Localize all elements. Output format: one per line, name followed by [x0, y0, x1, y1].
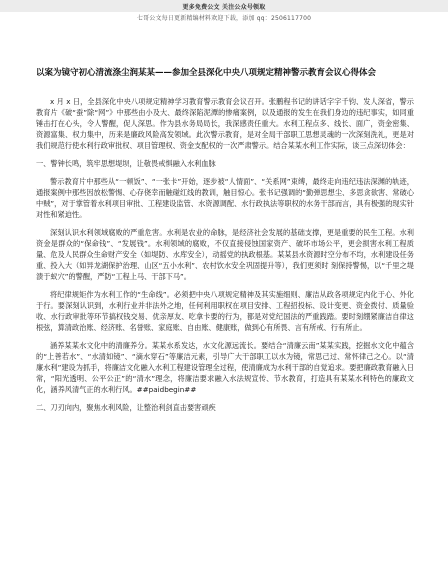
- section-heading-2: 二、刀刃向内，聚焦水利风险，让整治利剑直击要害顽疾: [36, 403, 216, 412]
- header-contact-line: 七哥公文每日更新精编材料欢迎下载，添加 qq：2506117700: [136, 15, 312, 22]
- paragraph: 涵养某某水文化中的清廉养分。某某水系发达，水文化源远流长。要结合“清廉云南”某某实践，挖掘水文化中蕴含的“上善若水”、“水清如镜”、“滴水穿石”等廉洁元素，引导广大干部职工以水为镜，常思己过、常怀律己之心。以“清廉水利”建设为抓手，将廉洁文化融入水利工程建设管理全过程，使清廉成为水利干部的自觉追求。要把廉政教育融入日常，“阳光透明、公平公正”的“清水”理念，将廉洁要求融入水法规宣传、节水教育，打造具有某某水利特色的廉政文化，涵养风清气正的水利行风。##paidbegin##: [36, 341, 414, 394]
- paragraph-intro: x 月 x 日，全县深化中央八项规定精神学习教育警示教育会议召开。张鹏程书记的讲话字字千钧、发人深省，警示教育片《破“蚕”除“网”》中那些由小及大、最终深陷泥潭的惨痛案例，以及通报的发生在我们身边的违纪事实，如同重锤击打在心头，令人警醒，促人深思。作为县水务局局长，我深感责任重大。水利工程点多、线长、面广，资金密集、资源富集、权力集中，历来是廉政风险高发领域。此次警示教育，是对全局干部职工思想灵魂的一次深刻洗礼，更是对我们规范行使水利行政审批权、项目管理权、资金支配权的一次严肃警示。结合某某水利工作实际，谈三点深切体会：: [36, 97, 414, 150]
- paragraph: 将纪律规矩作为水利工作的“生命线”。必须把中央八项规定精神及其实施细则、廉洁从政各项规定内化于心、外化于行。要深刻认识到，水利行业并非法外之地，任何利用职权在项目安排、工程招投标、设计变更、资金拨付、质量验收、水行政审批等环节搞权钱交易、优亲厚友、吃拿卡要的行为，都是对党纪国法的严重践踏。要时刻绷紧廉洁自律这根弦，算清政治账、经济账、名誉账、家庭账、自由账、健康账，做到心有所畏、言有所戒、行有所止。: [36, 290, 414, 332]
- paragraph: 深刻认识水利领域腐败的严重危害。水利是农业的命脉，是经济社会发展的基础支撑，更是重要的民生工程。水利资金是群众的“保命钱”、“发展钱”。水利领域的腐败，不仅直接侵蚀国家资产、破坏市场公平，更会损害水利工程质量、危及人民群众生命财产安全（如堤防、水库安全），动摇党的执政根基。某某县水资源时空分布不均，水利建设任务重、投入大（如异龙湖保护治理、山区“五小水利”、农村饮水安全巩固提升等），我们更须时 刻保持警惕，以“千里之堤溃于蚁穴”的警醒，严防“工程上马、干部下马”。: [36, 228, 414, 281]
- paragraph: 警示教育片中那些从“一顿饭”、“一张卡”开始，逐步被“人情面”、“关系网”束缚，最终走向违纪违法深渊的轨迹，通报案例中那些因放松警惕、心存侥幸而触碰红线的教训，触目惊心。张书记强调的“勤弹思想尘、多思贪欲害、常破心中贼”，对于掌管着水利项目审批、工程建设监管、水资源调配、水行政执法等职权的水务干部而言，具有极强的现实针对性和紧迫性。: [36, 177, 414, 219]
- document-body: [36, 96, 414, 420]
- section-heading-1: 一、警钟长鸣，筑牢思想堤坝，让敬畏戒惧融入水利血脉: [36, 159, 216, 168]
- header-promo-line: 更多免费公文 关注公众号领取: [182, 4, 266, 11]
- document-title: 以案为镜守初心清流涤尘润某某——参加全县深化中央八项规定精神警示教育会议心得体会: [36, 68, 377, 78]
